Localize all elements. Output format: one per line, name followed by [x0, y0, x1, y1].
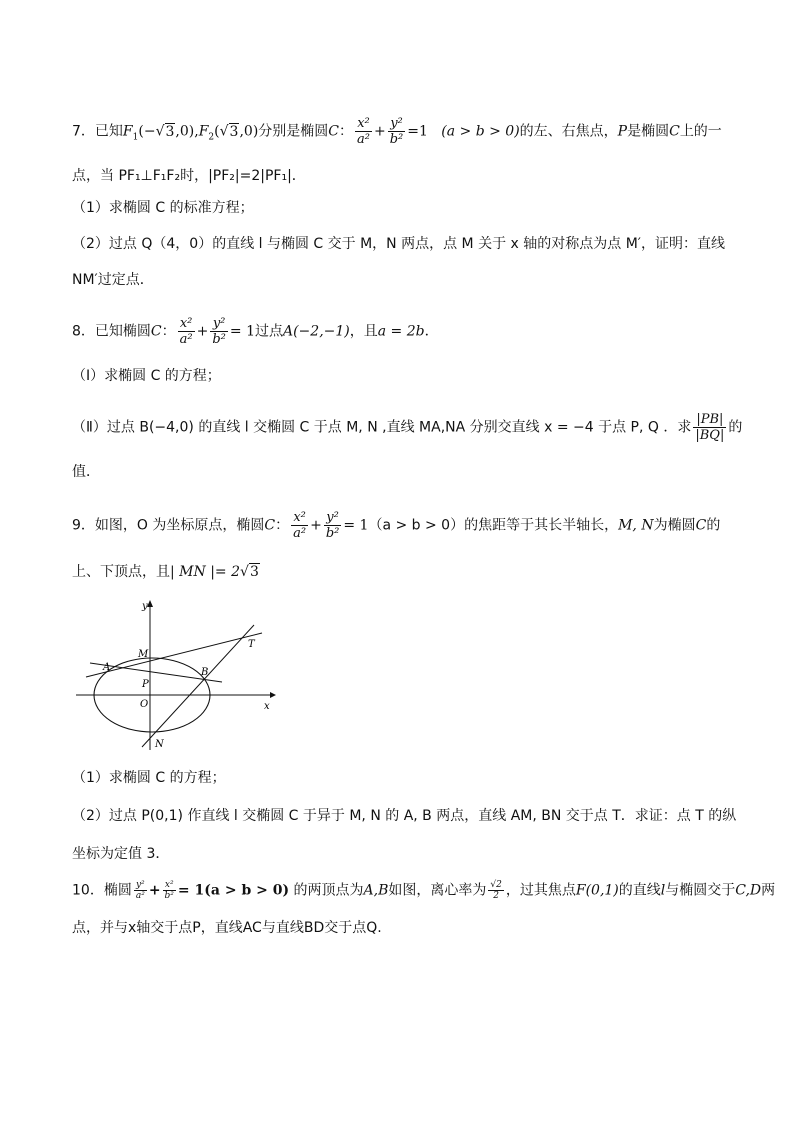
label-a: A — [103, 662, 111, 673]
label-n: N — [155, 739, 164, 750]
ratio-fraction: $\frac{|PB|}{|BQ|}$ — [695, 412, 725, 443]
problem-10-line-2: 点，并与x轴交于点P，直线AC与直线BD交于点Q. — [72, 920, 382, 936]
problem-8-line-1: 8．已知椭圆C： $\frac{\text{x²}}{\text{a²}}$ + $\frac{\text{y²}}{\text{b²}}$ = 1过点A(−2,−1)，且a = 2b． — [72, 316, 439, 347]
fraction: $\frac{\text{x²}}{\text{a²}}$ — [293, 510, 307, 541]
problem-number: 7． — [72, 123, 95, 140]
problem-9-question-1: （1）求椭圆 C 的方程； — [72, 770, 226, 786]
label-b: B — [201, 667, 209, 678]
line-am — [86, 633, 262, 677]
problem-9-question-2-cont: 坐标为定值 3． — [72, 846, 170, 862]
x-axis-arrow — [270, 692, 276, 698]
label-y: y — [142, 601, 148, 612]
fraction: $\frac{\text{x²}}{\text{a²}}$ — [179, 316, 193, 347]
problem-number: 8． — [72, 323, 95, 340]
problem-number: 10． — [72, 882, 104, 899]
problem-9-line-2: 上、下顶点，且| MN |= 2√3 — [72, 564, 259, 580]
y-axis-arrow — [147, 600, 153, 607]
problem-7-question-2-cont: NM′过定点． — [72, 272, 154, 288]
fraction: $\frac{\text{x²}}{\text{b²}}$ — [164, 880, 174, 901]
fraction: $\frac{\text{y²}}{\text{b²}}$ — [212, 316, 226, 347]
problem-8-question-2: （Ⅱ）过点 B(−4,0) 的直线 l 交椭圆 C 于点 M, N ,直线 MA,NA 分别交直线 x = −4 于点 P, Q ．求 $\frac{|PB|}{|BQ|}$ 的 — [72, 412, 743, 443]
label-m: M — [138, 649, 149, 660]
problem-8-question-1: （Ⅰ）求椭圆 C 的方程； — [72, 368, 221, 384]
problem-10-line-1: 10．椭圆 $\frac{\text{y²}}{\text{a²}}$ + $\frac{\text{x²}}{\text{b²}}$ = 1(a > b > 0) 的两顶点为A,B如图，离心率为 $\frac{√2}{2}$ ，过其焦点F(0,1)的直线l与椭圆交于C,D两 — [72, 880, 776, 901]
problem-8-question-2-cont: 值． — [72, 464, 100, 480]
problem-7-question-1: （1）求椭圆 C 的标准方程； — [72, 200, 254, 216]
fraction: $\frac{\text{y²}}{\text{b²}}$ — [389, 116, 404, 147]
problem-9-question-2: （2）过点 P(0,1) 作直线 l 交椭圆 C 于异于 M, N 的 A, B 两点，直线 AM, BN 交于点 T．求证：点 T 的纵 — [72, 808, 737, 824]
fraction: $\frac{√2}{2}$ — [490, 880, 502, 901]
ellipse-figure — [70, 595, 280, 755]
label-p: P — [142, 679, 149, 690]
fraction: $\frac{\text{y²}}{\text{b²}}$ — [325, 510, 340, 541]
problem-7-question-2: （2）过点 Q（4，0）的直线 l 与椭圆 C 交于 M，N 两点，点 M 关于 x 轴的对称点为点 M′，证明：直线 — [72, 236, 725, 252]
label-o: O — [140, 699, 149, 710]
label-t: T — [248, 639, 255, 650]
fraction: $\frac{\text{y²}}{\text{a²}}$ — [135, 880, 145, 901]
label-x: x — [264, 701, 270, 712]
problem-7-line-1: 7．已知$F_1(-√3,0),F_2(√3,0)$分别是椭圆C： $\frac{\text{x²}}{\text{a²}}$ + $\frac{\text{y²}}{\text{b²}}$ =1 (a > b > 0)的左、右焦点，P是椭圆C上的一 — [72, 116, 722, 147]
line-bn — [142, 625, 254, 747]
problem-9-line-1: 9．如图，O 为坐标原点，椭圆C： $\frac{\text{x²}}{\text{a²}}$ + $\frac{\text{y²}}{\text{b²}}$ = 1（a > b > 0）的焦距等于其长半轴长，M, N为椭圆C的 — [72, 510, 721, 541]
fraction: $\frac{\text{x²}}{\text{a²}}$ — [357, 116, 370, 147]
problem-7-line-2: 点，当 PF₁⊥F₁F₂时，|PF₂|=2|PF₁|． — [72, 168, 306, 184]
